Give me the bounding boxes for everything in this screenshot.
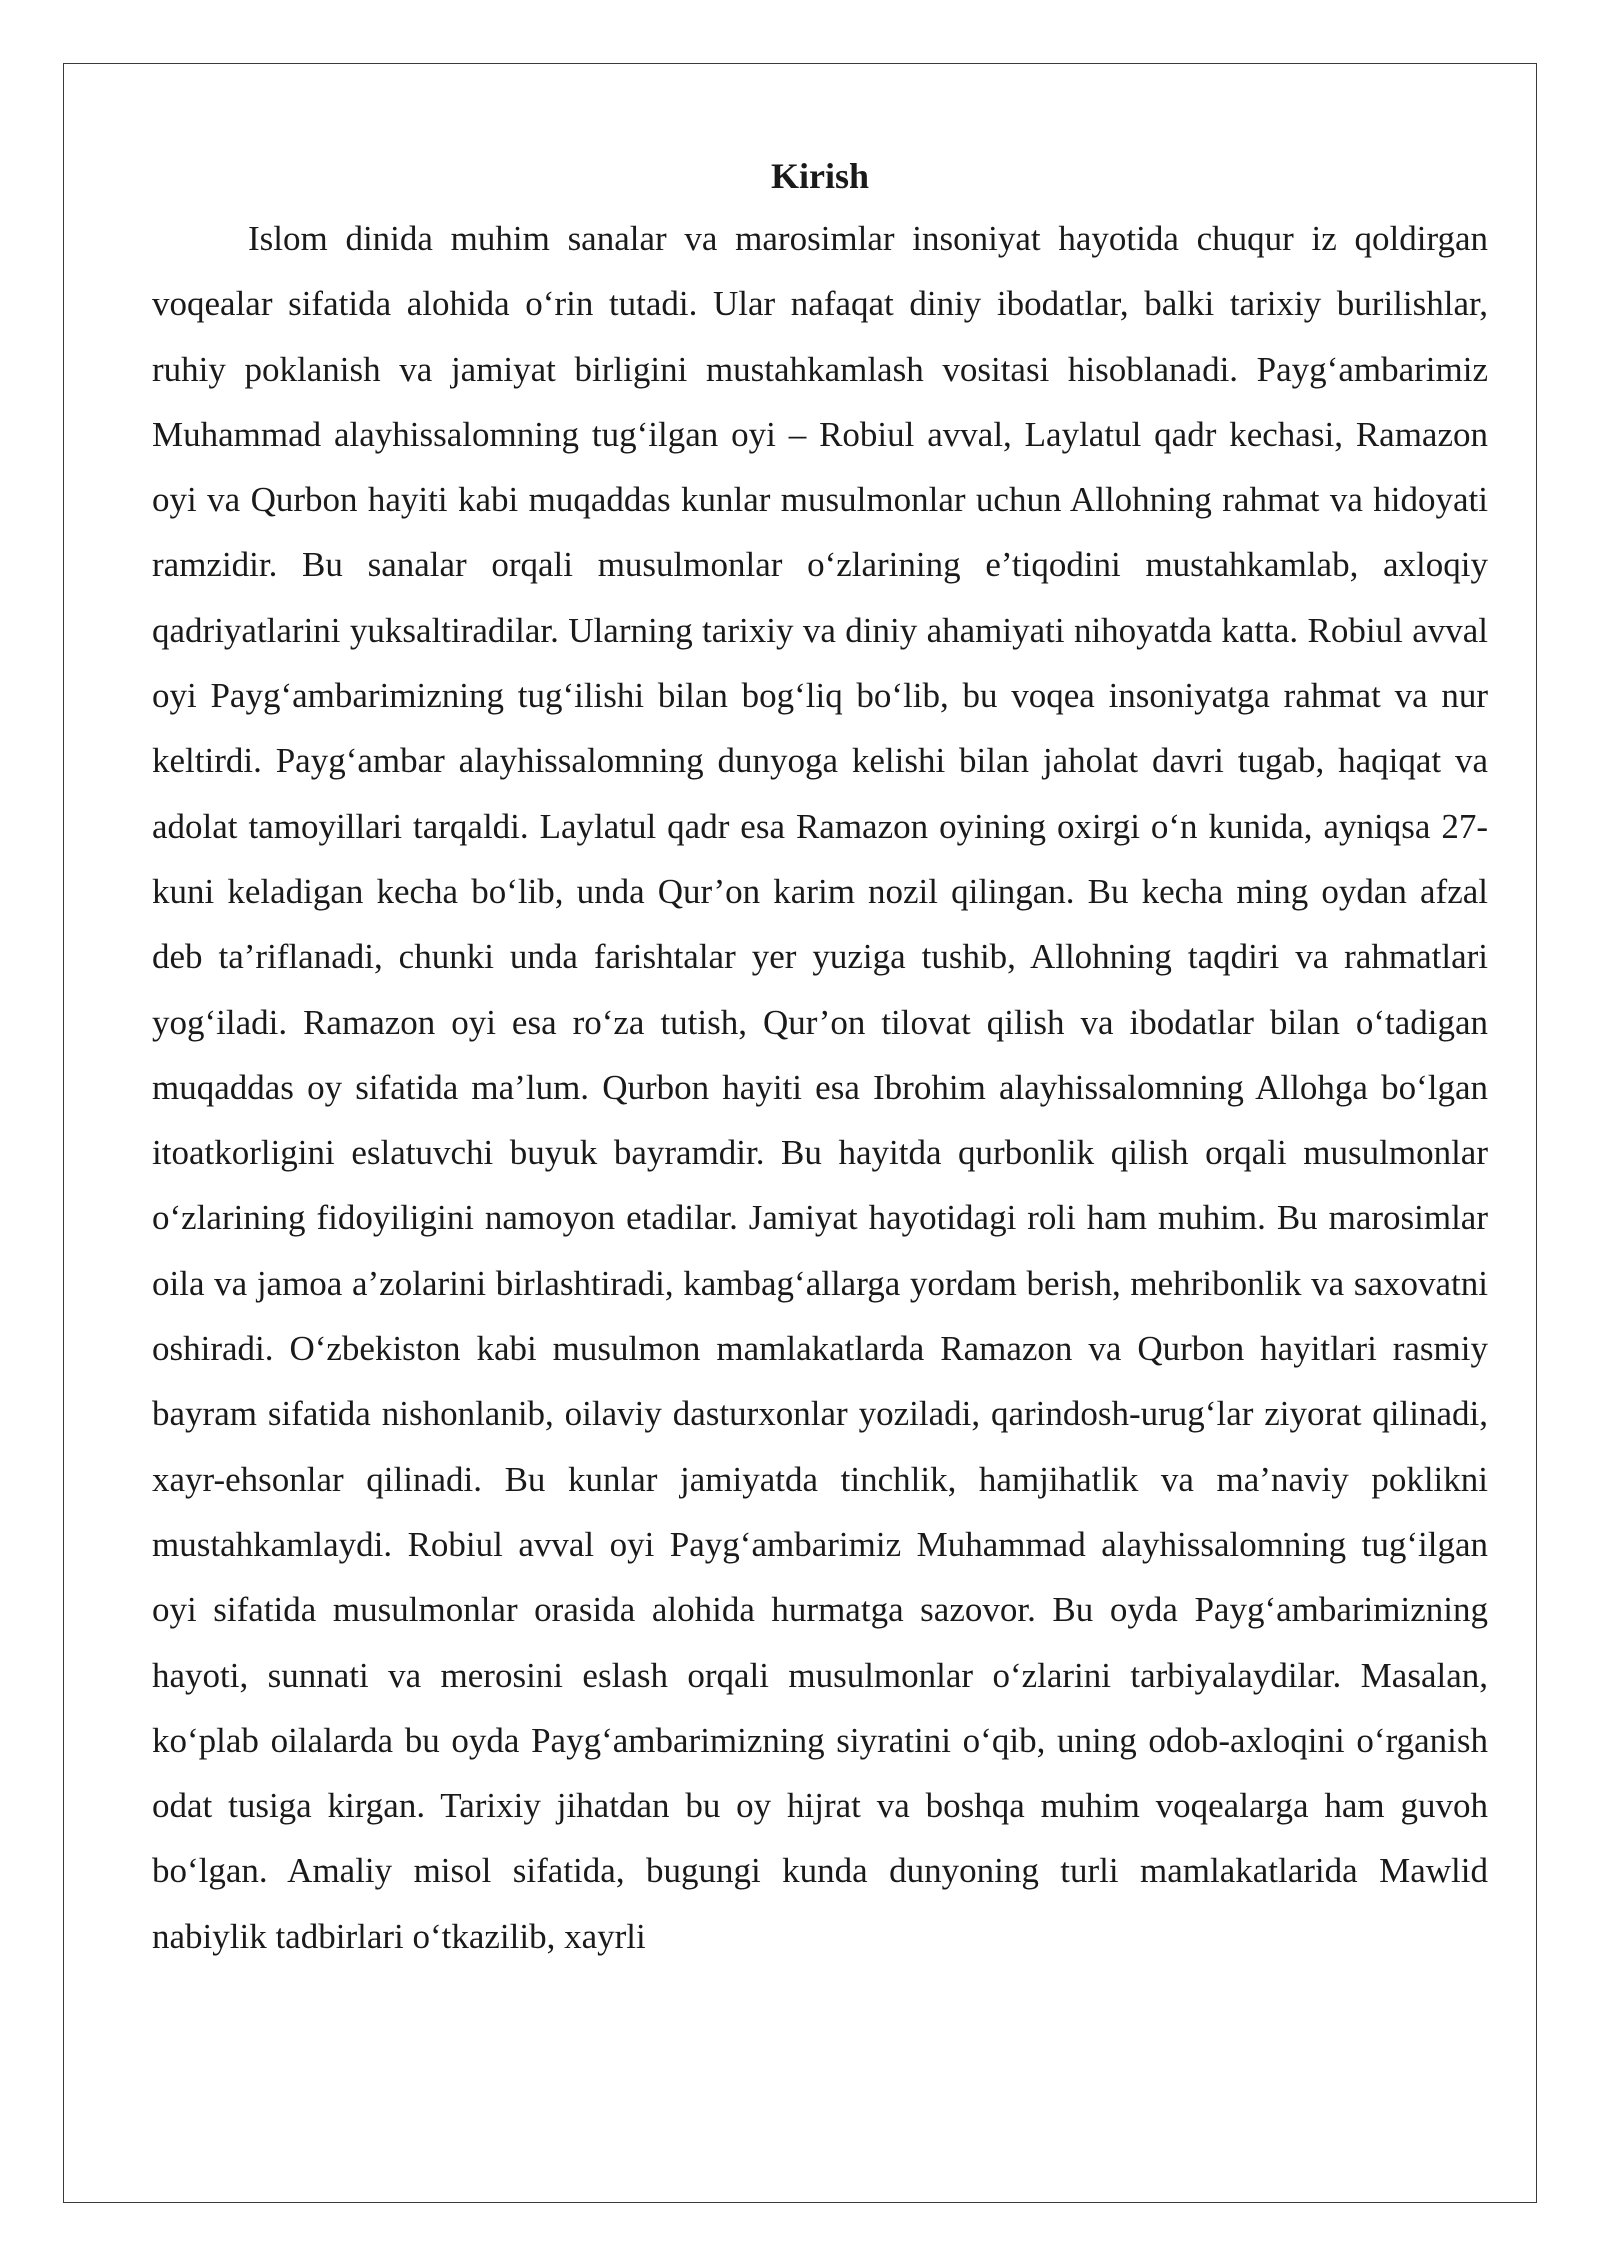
body-paragraph: Islom dinida muhim sanalar va marosimlar insoniyat hayotida chuqur iz qoldirgan voqealar sifatida alohida o‘rin tutadi. Ular nafaqat diniy ibodatlar, balki tarixiy burilishlar, ruhiy poklanish va jamiyat birligini mustahkamlash vositasi hisoblanadi. Payg‘ambarimiz Muhammad alayhissalomning tug‘ilgan oyi – Robiul avval, Laylatul qadr kechasi, Ramazon oyi va Qurbon hayiti kabi muqaddas kunlar musulmonlar uchun Allohning rahmat va hidoyati ramzidir. Bu sanalar orqali musulmonlar o‘zlarining e’tiqodini mustahkamlab, axloqiy qadriyatlarini yuksaltiradilar. Ularning tarixiy va diniy ahamiyati nihoyatda katta. Robiul avval oyi Payg‘ambarimizning tug‘ilishi bilan bog‘liq bo‘lib, bu voqea insoniyatga rahmat va nur keltirdi. Payg‘ambar alayhissalomning dunyoga kelishi bilan jaholat davri tugab, haqiqat va adolat tamoyillari tarqaldi. Laylatul qadr esa Ramazon oyining oxirgi o‘n kunida, ayniqsa 27-kuni keladigan kecha bo‘lib, unda Qur’on karim nozil qilingan. Bu kecha ming oydan afzal deb ta’riflanadi, chunki unda farishtalar yer yuziga tushib, Allohning taqdiri va rahmatlari yog‘iladi. Ramazon oyi esa ro‘za tutish, Qur’on tilovat qilish va ibodatlar bilan o‘tadigan muqaddas oy sifatida ma’lum. Qurbon hayiti esa Ibrohim alayhissalomning Allohga bo‘lgan itoatkorligini eslatuvchi buyuk bayramdir. Bu hayitda qurbonlik qilish orqali musulmonlar o‘zlarining fidoyiligini namoyon etadilar. Jamiyat hayotidagi roli ham muhim. Bu marosimlar oila va jamoa a’zolarini birlashtiradi, kambag‘allarga yordam berish, mehribonlik va saxovatni oshiradi. O‘zbekiston kabi musulmon mamlakatlarda Ramazon va Qurbon hayitlari rasmiy bayram sifatida nishonlanib, oilaviy dasturxonlar yoziladi, qarindosh-urug‘lar ziyorat qilinadi, xayr-ehsonlar qilinadi. Bu kunlar jamiyatda tinchlik, hamjihatlik va ma’naviy poklikni mustahkamlaydi. Robiul avval oyi Payg‘ambarimiz Muhammad alayhissalomning tug‘ilgan oyi sifatida musulmonlar orasida alohida hurmatga sazovor. Bu oyda Payg‘ambarimizning hayoti, sunnati va merosini eslash orqali musulmonlar o‘zlarini tarbiyalaydilar. Masalan, ko‘plab oilalarda bu oyda Payg‘ambarimizning siyratini o‘qib, uning odob-axloqini o‘rganish odat tusiga kirgan. Tarixiy jihatdan bu oy hijrat va boshqa muhim voqealarga ham guvoh bo‘lgan. Amaliy misol sifatida, bugungi kunda dunyoning turli mamlakatlarida Mawlid nabiylik tadbirlari o‘tkazilib, xayrli [152, 219, 1488, 1956]
section-heading: Kirish [770, 156, 869, 196]
page-content [152, 146, 1488, 1969]
